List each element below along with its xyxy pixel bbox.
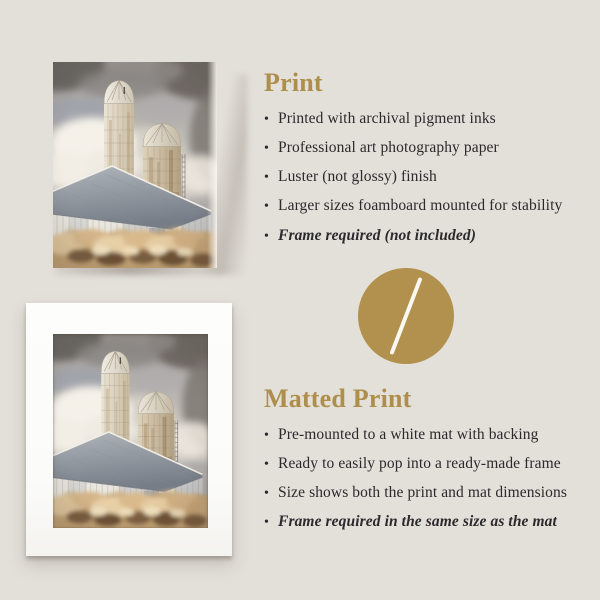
bullet-dot: • [264,111,270,127]
bullet-dot: • [264,170,270,186]
bullet-text: Larger sizes foamboard mounted for stability [278,197,563,215]
print-leaning-photo [53,62,217,268]
bullet-item [264,427,596,444]
bullet-text: Printed with archival pigment inks [278,109,496,127]
bullet-dot: • [264,427,270,443]
mat-window [53,334,208,528]
bullet-text: Ready to easily pop into a ready-made frame [278,455,561,473]
print-bullet-list [264,111,596,244]
barn-silos-artwork [53,334,208,528]
matted-bullet-list [264,427,596,531]
bullet-dot: • [264,141,270,157]
barn-silos-artwork [53,62,217,268]
bullet-dot: • [264,515,270,531]
bullet-item [264,198,596,215]
bullet-item [264,169,596,186]
bullet-text: Frame required in the same size as the mat [278,513,557,531]
bullet-text: Professional art photography paper [278,139,499,157]
bullet-dot: • [264,457,270,473]
bullet-text: Luster (not glossy) finish [278,168,437,186]
print-section [264,68,596,257]
matted-print-photo [26,303,232,556]
divider-slash-badge [358,268,454,364]
bullet-item [264,140,596,157]
bullet-item [264,485,596,502]
bullet-item [264,456,596,473]
bullet-dot: • [264,199,270,215]
bullet-dot: • [264,486,270,502]
bullet-item [264,111,596,128]
bullet-dot: • [264,228,270,244]
bullet-text: Frame required (not included) [278,226,476,244]
matted-section-title: Matted Print [264,384,412,413]
print-section-title: Print [264,68,323,97]
slash-icon [389,277,422,355]
bullet-text: Pre-mounted to a white mat with backing [278,425,539,443]
bullet-text: Size shows both the print and mat dimensions [278,484,567,502]
matted-print-section [264,384,596,544]
bullet-item-emphasis [264,228,596,245]
bullet-item-emphasis [264,514,596,531]
